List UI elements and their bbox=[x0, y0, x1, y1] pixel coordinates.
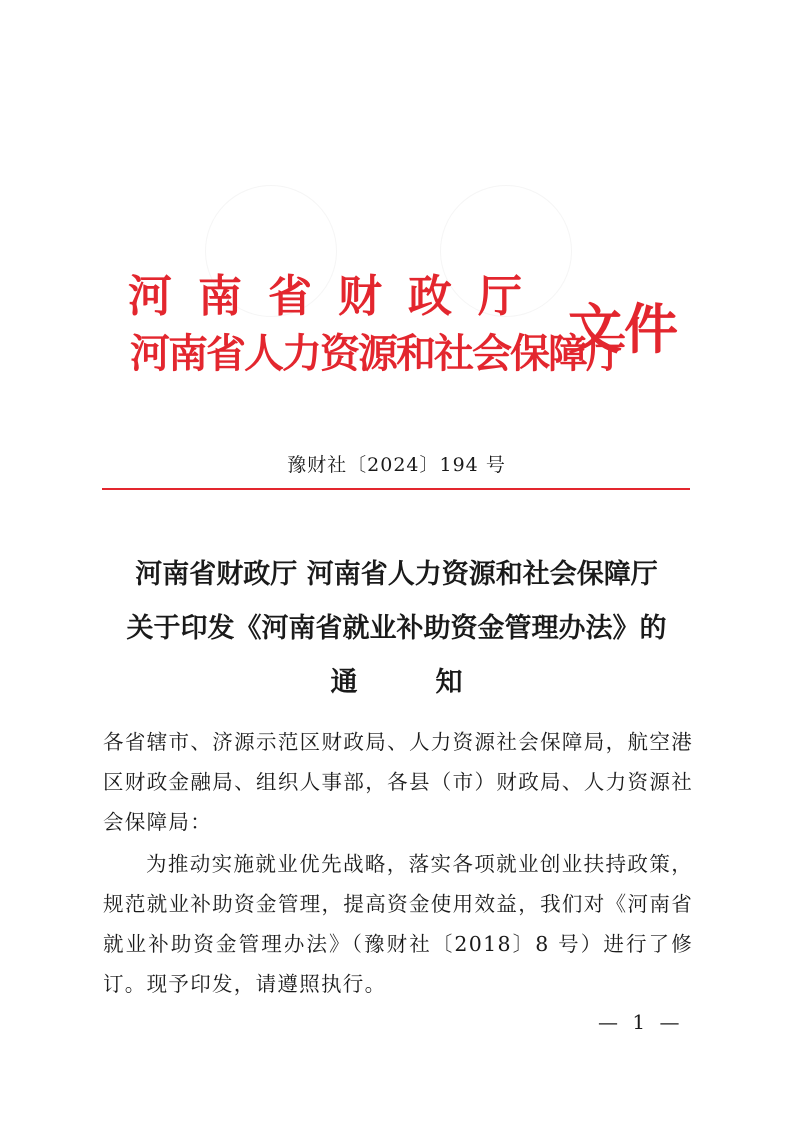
document-title-line-3: 通知 bbox=[330, 667, 541, 698]
body-paragraph: 为推动实施就业优先战略，落实各项就业创业扶持政策，规范就业补助资金管理，提高资金使用效益，我们对《河南省就业补助资金管理办法》（豫财社〔2018〕8 号）进行了修订。现予印发，请遵照执行。 bbox=[103, 852, 693, 996]
document-header-suffix: 文件 bbox=[568, 298, 680, 361]
issuer-name-finance: 河南省财政厅 bbox=[128, 271, 548, 322]
document-number: 豫财社〔2024〕194 号 bbox=[287, 454, 506, 476]
addressee-paragraph: 各省辖市、济源示范区财政局、人力资源社会保障局，航空港区财政金融局、组织人事部，各县（市）财政局、人力资源社会保障局： bbox=[103, 730, 693, 834]
document-title-line-2: 关于印发《河南省就业补助资金管理办法》的 bbox=[126, 613, 667, 644]
red-divider-line bbox=[102, 488, 690, 490]
issuer-name-hrss: 河南省人力资源和社会保障厅 bbox=[130, 331, 624, 377]
document-title-line-1: 河南省财政厅 河南省人力资源和社会保障厅 bbox=[135, 559, 658, 590]
page-number: — 1 — bbox=[598, 1010, 684, 1034]
